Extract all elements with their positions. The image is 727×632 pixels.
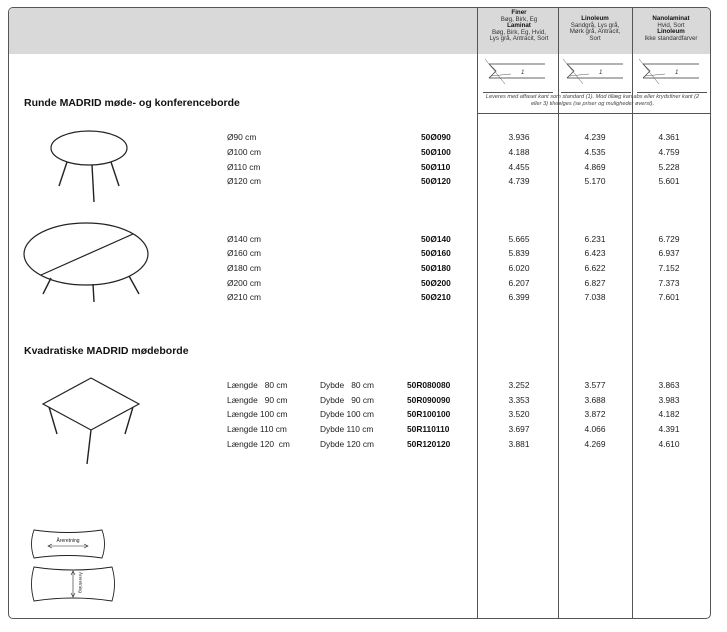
price-finer: 6.020	[508, 263, 530, 273]
price-nanolaminat: 4.391	[658, 424, 680, 434]
column-desc: Mørk grå, Antracit,	[569, 28, 621, 36]
price-finer: 3.252	[508, 380, 530, 390]
price-linoleum: 4.869	[584, 162, 606, 172]
price-sheet-frame	[8, 7, 711, 619]
price-finer: 3.881	[508, 439, 530, 449]
price-finer: 3.353	[508, 395, 530, 405]
price-linoleum: 4.269	[584, 439, 606, 449]
product-code: 50R110110	[407, 424, 450, 434]
length-label: Længde 110 cm	[227, 424, 287, 434]
price-linoleum: 3.872	[584, 409, 606, 419]
price-row	[9, 132, 711, 146]
column-desc: Lys grå, Antracit, Sort	[489, 35, 549, 43]
product-code: 50Ø140	[421, 234, 451, 244]
column-desc: Ikke standardfarver	[644, 34, 698, 42]
section-title-round: Runde MADRID møde- og konferenceborde	[24, 97, 240, 109]
column-title: Finer	[511, 9, 527, 16]
length-label: Længde 90 cm	[227, 395, 288, 405]
length-label: Længde 120 cm	[227, 439, 290, 449]
size-label: Ø100 cm	[227, 147, 261, 157]
price-finer: 6.399	[508, 292, 530, 302]
price-finer: 3.936	[508, 132, 530, 142]
grain-direction-diagram-vertical	[28, 565, 118, 603]
column-title-2: Laminat	[507, 22, 531, 30]
size-label: Ø110 cm	[227, 162, 261, 172]
size-label: Ø200 cm	[227, 278, 261, 288]
price-nanolaminat: 5.228	[658, 162, 680, 172]
price-nanolaminat: 4.182	[658, 409, 680, 419]
size-label: Ø180 cm	[227, 263, 261, 273]
price-nanolaminat: 7.152	[658, 263, 680, 273]
size-label: Ø160 cm	[227, 248, 261, 258]
price-nanolaminat: 4.610	[658, 439, 680, 449]
edge-number: 1	[675, 70, 679, 76]
price-linoleum: 3.688	[584, 395, 606, 405]
edge-note: Leveres med affaset kant som standard (1). Mod tillæg kan abs eller krydsfiner kant (2 eller 3) tilvælges (se priser og muligheder øverst).	[485, 94, 700, 107]
column-header-finer	[479, 10, 559, 43]
price-finer: 4.188	[508, 147, 530, 157]
price-nanolaminat: 4.361	[658, 132, 680, 142]
price-nanolaminat: 6.729	[658, 234, 680, 244]
column-title: Linoleum	[581, 15, 609, 22]
price-row	[9, 147, 711, 161]
column-desc: Bøg, Birk, Eg	[500, 15, 538, 23]
product-code: 50Ø160	[421, 248, 451, 258]
column-desc: Bøg, Birk, Eg, Hvid,	[492, 28, 546, 36]
column-desc: Sort	[589, 34, 601, 42]
price-row	[9, 424, 711, 438]
price-row	[9, 292, 711, 306]
product-code: 50R090090	[407, 395, 451, 405]
product-code: 50R120120	[407, 439, 451, 449]
size-label: Ø120 cm	[227, 176, 261, 186]
price-nanolaminat: 7.373	[658, 278, 680, 288]
price-linoleum: 4.535	[584, 147, 606, 157]
product-code: 50R080080	[407, 380, 451, 390]
product-code: 50Ø100	[421, 147, 451, 157]
price-row	[9, 395, 711, 409]
price-nanolaminat: 4.759	[658, 147, 680, 157]
price-linoleum: 6.423	[584, 248, 606, 258]
price-linoleum: 3.577	[584, 380, 606, 390]
price-linoleum: 5.170	[584, 176, 606, 186]
depth-label: Dybde 80 cm	[320, 380, 374, 390]
column-header-linoleum	[561, 10, 629, 42]
column-title-2: Linoleum	[657, 28, 685, 36]
price-row	[9, 176, 711, 190]
column-desc: Sandgrå, Lys grå,	[570, 21, 620, 29]
depth-label: Dybde 100 cm	[320, 409, 374, 419]
size-label: Ø140 cm	[227, 234, 261, 244]
size-label: Ø210 cm	[227, 292, 261, 302]
price-finer: 5.839	[508, 248, 530, 258]
price-nanolaminat: 6.937	[658, 248, 680, 258]
price-finer: 5.665	[508, 234, 530, 244]
size-label: Ø90 cm	[227, 132, 257, 142]
price-finer: 4.455	[508, 162, 530, 172]
price-linoleum: 7.038	[584, 292, 606, 302]
product-code: 50Ø120	[421, 176, 451, 186]
product-code: 50Ø210	[421, 292, 451, 302]
length-label: Længde 80 cm	[227, 380, 288, 390]
length-label: Længde 100 cm	[227, 409, 288, 419]
price-linoleum: 6.622	[584, 263, 606, 273]
price-finer: 3.520	[508, 409, 530, 419]
depth-label: Dybde 90 cm	[320, 395, 374, 405]
column-header-nanolaminat	[633, 10, 709, 42]
section-title-square: Kvadratiske MADRID mødeborde	[24, 345, 189, 357]
product-code: 50Ø200	[421, 278, 451, 288]
product-code: 50R100100	[407, 409, 451, 419]
price-row	[9, 234, 711, 248]
price-linoleum: 6.231	[584, 234, 606, 244]
grain-label: Åreretning	[56, 538, 80, 544]
price-row	[9, 278, 711, 292]
column-desc: Hvid, Sort	[657, 21, 685, 29]
grain-direction-diagram-horizontal	[28, 528, 108, 560]
product-code: 50Ø180	[421, 263, 451, 273]
price-row	[9, 439, 711, 453]
price-nanolaminat: 3.983	[658, 395, 680, 405]
price-linoleum: 6.827	[584, 278, 606, 288]
edge-number: 1	[521, 70, 525, 76]
price-finer: 3.697	[508, 424, 530, 434]
price-nanolaminat: 5.601	[658, 176, 680, 186]
price-linoleum: 4.066	[584, 424, 606, 434]
divider	[477, 113, 711, 114]
price-finer: 6.207	[508, 278, 530, 288]
price-row	[9, 263, 711, 277]
price-nanolaminat: 3.863	[658, 380, 680, 390]
price-nanolaminat: 7.601	[658, 292, 680, 302]
edge-number: 1	[599, 70, 603, 76]
edge-profile-icon	[483, 56, 553, 93]
product-code: 50Ø090	[421, 132, 451, 142]
price-linoleum: 4.239	[584, 132, 606, 142]
price-row	[9, 380, 711, 394]
price-row	[9, 248, 711, 262]
edge-profile-icon	[561, 56, 631, 93]
grain-label: Åreretning	[78, 572, 83, 593]
column-title: Nanolaminat	[652, 15, 690, 22]
edge-profile-icon	[637, 56, 707, 93]
depth-label: Dybde 110 cm	[320, 424, 374, 434]
price-row	[9, 409, 711, 423]
price-row	[9, 162, 711, 176]
price-finer: 4.739	[508, 176, 530, 186]
column-divider	[477, 8, 478, 619]
depth-label: Dybde 120 cm	[320, 439, 374, 449]
product-code: 50Ø110	[421, 162, 451, 172]
